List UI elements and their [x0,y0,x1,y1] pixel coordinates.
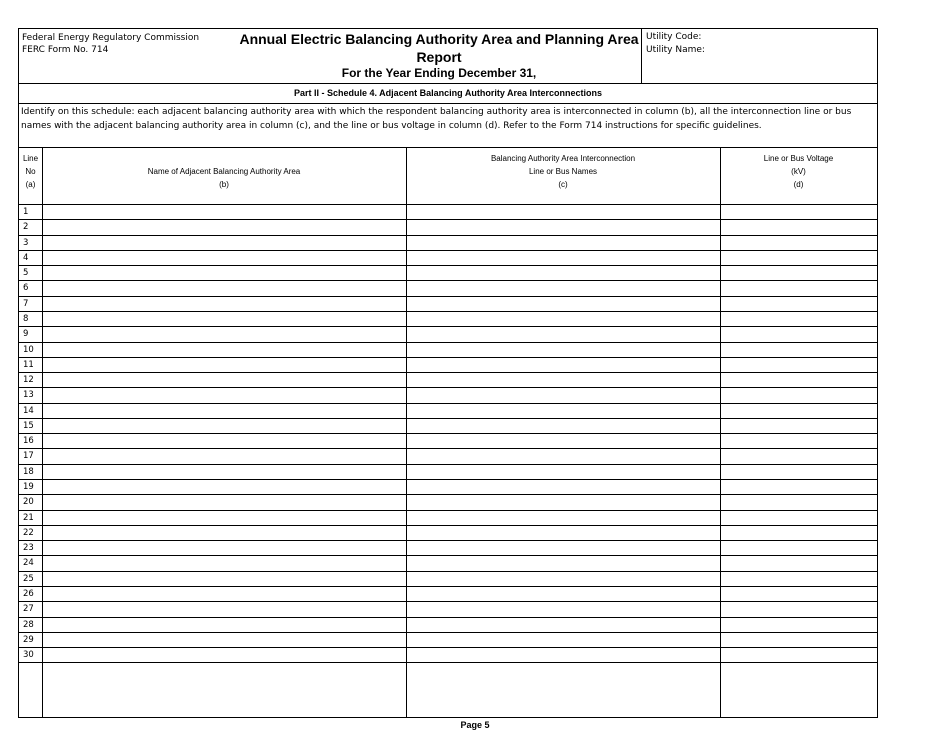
line-number: 3 [23,237,29,248]
table-row[interactable] [19,372,877,387]
table-row[interactable] [19,464,877,479]
table-row[interactable] [19,479,877,494]
table-row[interactable] [19,326,877,341]
table-row[interactable] [19,235,877,250]
agency-block [22,32,199,56]
column-header-line: (b) [219,180,229,189]
table-row[interactable] [19,204,877,219]
line-number: 4 [23,252,29,263]
table-row[interactable] [19,555,877,570]
line-number: 10 [23,344,34,355]
page-number: Page 5 [460,720,490,730]
table-row[interactable] [19,250,877,265]
line-number: 21 [23,512,34,523]
line-number: 14 [23,405,34,416]
line-number: 5 [23,268,29,279]
table-row[interactable] [19,418,877,433]
table-row[interactable] [19,357,877,372]
column-header-line: (kV) [791,167,806,176]
line-number: 6 [23,283,29,294]
line-number: 25 [23,573,34,584]
table-row[interactable] [19,280,877,295]
form-number: FERC Form No. 714 [22,45,109,55]
table-row[interactable] [19,296,877,311]
line-number: 9 [23,329,29,340]
column-header-line: (d) [793,180,804,189]
line-number: 27 [23,604,34,615]
column-header-line: (a) [25,180,36,189]
line-number: 11 [23,359,34,370]
line-number: 15 [23,420,34,431]
table-row[interactable] [19,403,877,418]
table-row-divider [19,662,877,663]
column-header-line: Line or Bus Voltage [763,154,834,163]
column-header-line: No [25,167,36,176]
line-number: 7 [23,298,29,309]
line-number: 17 [23,451,34,462]
line-number: 8 [23,313,29,324]
instructions-text: Identify on this schedule: each adjacent balancing authority area with which the respondent balancing authority area is interconnected in column (b), all the interconnection line or bus names with the adjacent balancing authority area in column (c), and the line or bus voltage in column (d). Refer to the Form 714 instructions for specific guidelines. [21,107,852,131]
line-number: 28 [23,619,34,630]
column-header-line: Balancing Authority Area Interconnection [490,154,636,163]
table-row[interactable] [19,342,877,357]
agency-name: Federal Energy Regulatory Commission [22,33,200,43]
line-number: 24 [23,558,34,569]
column-header-a [19,152,42,191]
utility-code-label: Utility Code: [646,32,702,42]
line-number: 23 [23,543,34,554]
table-row[interactable] [19,586,877,601]
line-number: 19 [23,482,34,493]
table-row[interactable] [19,387,877,402]
line-number: 29 [23,634,34,645]
line-number: 20 [23,497,34,508]
report-title: Annual Electric Balancing Authority Area and Planning Area Report [239,31,639,65]
line-number: 22 [23,527,34,538]
line-number: 18 [23,466,34,477]
line-number: 12 [23,375,34,386]
table-row[interactable] [19,601,877,616]
column-header-c [406,152,720,191]
column-header-line: (c) [558,180,568,189]
column-header-line: Line or Bus Names [528,167,598,176]
table-row[interactable] [19,494,877,509]
line-number: 16 [23,436,34,447]
table-row[interactable] [19,219,877,234]
column-header-line: Line [22,154,39,163]
table-row[interactable] [19,433,877,448]
utility-name-label: Utility Name: [646,45,705,55]
table-row[interactable] [19,448,877,463]
form-header [19,29,877,84]
table-row[interactable] [19,311,877,326]
section-title: Part II - Schedule 4. Adjacent Balancing Authority Area Interconnections [19,83,877,104]
line-number: 2 [23,222,29,233]
column-header-b [42,165,406,191]
table-row[interactable] [19,510,877,525]
table-row[interactable] [19,525,877,540]
line-number: 1 [23,207,29,217]
table-row[interactable] [19,571,877,586]
form-page [18,28,878,718]
report-period: For the Year Ending December 31, [341,66,537,80]
line-number: 30 [23,650,34,661]
line-number: 26 [23,589,34,599]
schedule-table [19,147,877,718]
table-row[interactable] [19,647,877,662]
column-header-line: Name of Adjacent Balancing Authority Area [147,167,301,176]
table-row[interactable] [19,540,877,555]
table-row[interactable] [19,265,877,280]
utility-info [641,29,878,83]
table-row[interactable] [19,617,877,632]
table-row[interactable] [19,632,877,647]
column-header-d [720,152,877,191]
line-number: 13 [23,390,34,401]
